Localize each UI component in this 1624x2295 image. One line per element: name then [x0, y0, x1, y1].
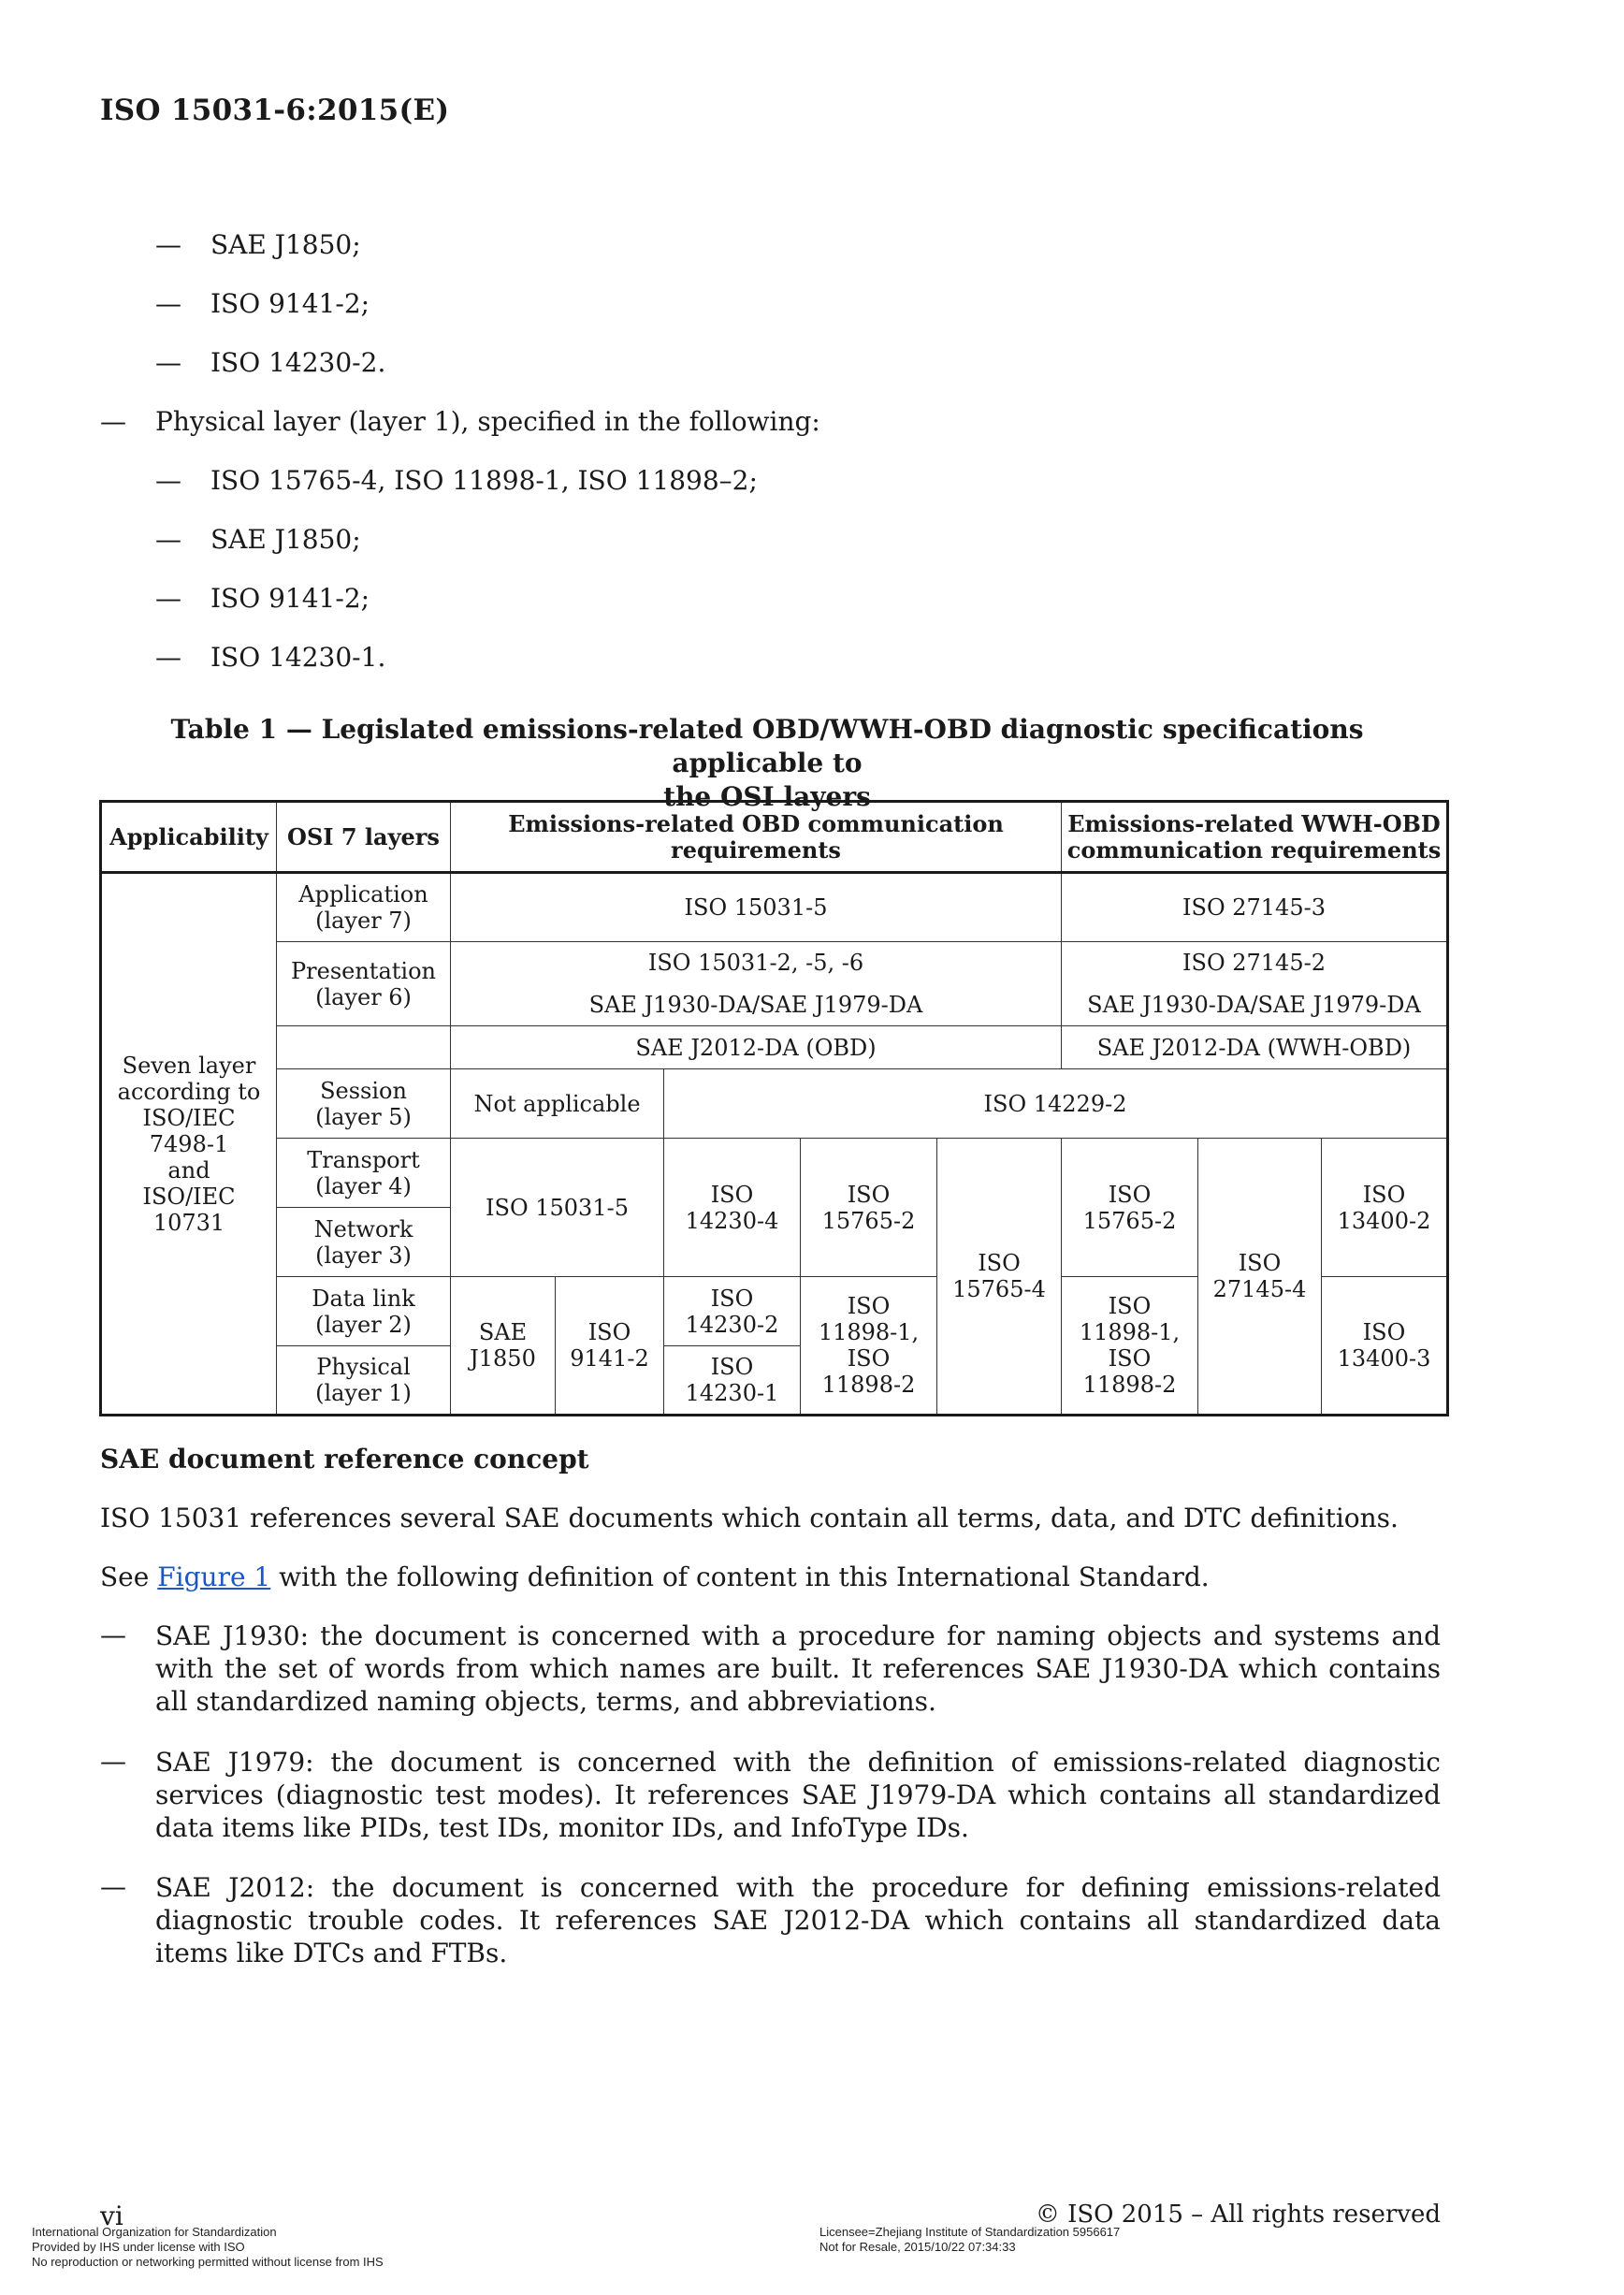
cell-wwh-11898 — [1062, 1277, 1198, 1416]
osi-layers-table — [99, 800, 1449, 1416]
cell-line: 13400-3 — [1337, 1345, 1431, 1372]
dash-marker — [155, 465, 181, 496]
osi-layers-table-container — [99, 800, 1449, 1416]
cell-dl-14230-2 — [664, 1277, 801, 1346]
header-obd — [451, 802, 1062, 873]
applicability-cell — [101, 873, 277, 1416]
dash-marker — [155, 642, 181, 673]
cell-wwh-15765-2 — [1062, 1139, 1198, 1277]
table-title — [94, 713, 1441, 814]
stamp-line: Not for Resale, 2015/10/22 07:34:33 — [819, 2240, 1016, 2254]
license-stamp-left — [32, 2225, 384, 2270]
cell-presentation-obd-2: SAE J1930-DA/SAE J1979-DA — [451, 984, 1062, 1026]
cell-sae-j1850 — [451, 1277, 556, 1416]
figure-reference-paragraph — [100, 1561, 1210, 1593]
section-title: SAE document reference concept — [100, 1444, 589, 1474]
cell-tn-15765-2 — [801, 1139, 937, 1277]
cell-line: ISO — [1238, 1250, 1282, 1276]
cell-line: ISO — [710, 1354, 754, 1380]
cell-presentation-wwh-1: ISO 27145-2 — [1062, 942, 1448, 984]
cell-line: (layer 6) — [315, 983, 412, 1010]
cell-line: 9141-2 — [570, 1345, 649, 1372]
cell-13400-3 — [1322, 1277, 1448, 1416]
dash-marker — [100, 1871, 126, 1902]
cell-line: 15765-2 — [1082, 1207, 1177, 1234]
cell-line: Presentation — [291, 957, 436, 984]
cell-presentation-obd-3: SAE J2012-DA (OBD) — [451, 1026, 1062, 1069]
cell-line: ISO — [978, 1250, 1021, 1276]
layer-data-link — [277, 1277, 451, 1346]
list-item: ISO 9141-2; — [210, 583, 370, 614]
cell-line: SAE — [478, 1319, 528, 1345]
list-item: SAE J1850; — [210, 524, 361, 555]
para-text: See — [100, 1561, 158, 1592]
list-item: ISO 15765-4, ISO 11898-1, ISO 11898–2; — [210, 465, 758, 496]
layer-presentation — [277, 942, 451, 1026]
layer-presentation-continued — [277, 1026, 451, 1069]
stamp-line: No reproduction or networking permitted without license from IHS — [32, 2255, 384, 2269]
cell-line: ISO/IEC — [142, 1104, 236, 1131]
cell-iso-15765-4 — [937, 1139, 1062, 1416]
header-line: requirements — [671, 835, 841, 864]
header-applicability: Applicability — [101, 802, 277, 873]
cell-line: 14230-2 — [685, 1311, 779, 1338]
intro-paragraph: ISO 15031 references several SAE documents which contain all terms, data, and DTC definitions. — [100, 1503, 1399, 1533]
layer-physical — [277, 1346, 451, 1416]
cell-presentation-wwh-2: SAE J1930-DA/SAE J1979-DA — [1062, 984, 1448, 1026]
cell-line: 11898-2 — [1082, 1372, 1177, 1398]
header-line: Emissions-related WWH-OBD — [1067, 809, 1441, 837]
stamp-line: Licensee=Zhejiang Institute of Standardization 5956617 — [819, 2225, 1121, 2239]
cell-line: Session — [320, 1077, 407, 1104]
cell-tn-13400-2 — [1322, 1139, 1448, 1277]
para-text: with the following definition of content in this International Standard. — [270, 1561, 1210, 1592]
cell-line: ISO/IEC — [142, 1183, 236, 1210]
cell-line: ISO — [847, 1293, 891, 1319]
cell-line: Data link — [312, 1285, 415, 1312]
bullet-sae-j1979: SAE J1979: the document is concerned with the definition of emissions-related diagnostic services (diagnostic test modes). It references SAE J1979-DA which contains all standardized data items like PIDs, test IDs, monitor IDs, and InfoType IDs. — [155, 1747, 1441, 1843]
cell-line: and — [167, 1156, 210, 1184]
physical-layer-item: Physical layer (layer 1), specified in the following: — [155, 406, 820, 437]
table-title-line: Table 1 — Legislated emissions-related OBD/WWH-OBD diagnostic specifications applicable to — [170, 714, 1364, 778]
cell-line: 27145-4 — [1212, 1276, 1307, 1302]
cell-iso-9141-2 — [556, 1277, 664, 1416]
cell-line: Seven layer — [122, 1052, 256, 1079]
list-item: SAE J1850; — [210, 229, 361, 260]
header-wwh-obd — [1062, 802, 1448, 873]
cell-session-not-applicable: Not applicable — [451, 1069, 664, 1139]
bullet-sae-j2012: SAE J2012: the document is concerned with the procedure for defining emissions-related diagnostic trouble codes. It references SAE J2012-DA which contains all standardized data items like DTCs and FTBs. — [155, 1872, 1441, 1968]
cell-line: 11898-1, — [1079, 1319, 1181, 1345]
header-osi-layers: OSI 7 layers — [277, 802, 451, 873]
layer-transport — [277, 1139, 451, 1208]
layer-network — [277, 1208, 451, 1277]
cell-line: ISO — [847, 1181, 891, 1208]
cell-line: 11898-1, — [818, 1319, 920, 1345]
cell-line: 10731 — [152, 1209, 225, 1236]
cell-line: ISO — [1108, 1293, 1152, 1319]
dash-marker — [155, 524, 181, 555]
cell-line: 15765-2 — [821, 1207, 916, 1234]
cell-line: 13400-2 — [1337, 1207, 1431, 1234]
cell-line: (layer 3) — [315, 1242, 412, 1269]
cell-iso-27145-4 — [1198, 1139, 1322, 1416]
layer-application — [277, 873, 451, 942]
cell-line: according to — [117, 1078, 261, 1105]
cell-line: 14230-4 — [685, 1207, 779, 1234]
bullet-sae-j1930: SAE J1930: the document is concerned with a procedure for naming objects and systems and with the set of words from which names are built. It references SAE J1930-DA which contains all standardized naming objects, terms, and abbreviations. — [155, 1620, 1441, 1717]
cell-line: ISO — [1362, 1181, 1406, 1208]
dash-marker — [155, 229, 181, 260]
cell-line: 15765-4 — [952, 1276, 1046, 1302]
cell-line: (layer 7) — [315, 908, 412, 934]
cell-ph-14230-1 — [664, 1346, 801, 1416]
stamp-line: Provided by IHS under license with ISO — [32, 2240, 245, 2254]
cell-line: ISO — [710, 1181, 754, 1208]
cell-session-iso: ISO 14229-2 — [664, 1069, 1448, 1139]
page-number: vi — [100, 2201, 123, 2231]
cell-application-wwh: ISO 27145-3 — [1062, 873, 1448, 942]
figure-1-link[interactable]: Figure 1 — [157, 1561, 271, 1592]
cell-dl-11898 — [801, 1277, 937, 1416]
table-title-line: the OSI layers — [663, 781, 871, 812]
dash-marker — [100, 1620, 126, 1650]
stamp-line: International Organization for Standardization — [32, 2225, 277, 2239]
cell-line: ISO — [710, 1285, 754, 1312]
cell-line: (layer 5) — [315, 1103, 412, 1130]
cell-line: ISO — [1108, 1181, 1152, 1208]
header-line: Emissions-related OBD communication — [508, 809, 1004, 837]
cell-application-obd: ISO 15031-5 — [451, 873, 1062, 942]
dash-marker — [155, 347, 181, 378]
cell-line: ISO — [587, 1319, 631, 1345]
dash-marker — [155, 583, 181, 614]
cell-line: Application — [298, 881, 428, 908]
cell-line: Physical — [316, 1354, 411, 1380]
list-item: ISO 14230-1. — [210, 642, 386, 673]
license-stamp-right — [819, 2225, 1120, 2255]
cell-line: 7498-1 — [149, 1130, 229, 1157]
copyright-notice: © ISO 2015 – All rights reserved — [1035, 2201, 1441, 2229]
cell-line: ISO — [1362, 1319, 1406, 1345]
cell-line: (layer 1) — [315, 1380, 412, 1406]
cell-line: 11898-2 — [821, 1372, 916, 1398]
cell-line: (layer 2) — [315, 1311, 412, 1338]
cell-tn-15031: ISO 15031-5 — [451, 1139, 664, 1277]
cell-line: Transport — [307, 1146, 420, 1173]
list-item: ISO 9141-2; — [210, 288, 370, 319]
cell-line: Network — [313, 1215, 413, 1242]
cell-presentation-wwh-3: SAE J2012-DA (WWH-OBD) — [1062, 1026, 1448, 1069]
list-item: ISO 14230-2. — [210, 347, 386, 378]
header-line: communication requirements — [1066, 835, 1442, 864]
cell-line: ISO — [1108, 1345, 1152, 1372]
cell-line: ISO — [847, 1345, 891, 1372]
cell-line: (layer 4) — [315, 1172, 412, 1199]
dash-marker — [100, 406, 126, 437]
dash-marker — [155, 288, 181, 319]
document-id-header: ISO 15031-6:2015(E) — [100, 94, 450, 127]
cell-presentation-obd-1: ISO 15031-2, -5, -6 — [451, 942, 1062, 984]
dash-marker — [100, 1746, 126, 1777]
layer-session — [277, 1069, 451, 1139]
cell-line: 14230-1 — [685, 1380, 779, 1406]
cell-line: J1850 — [470, 1345, 536, 1372]
cell-tn-14230 — [664, 1139, 801, 1277]
